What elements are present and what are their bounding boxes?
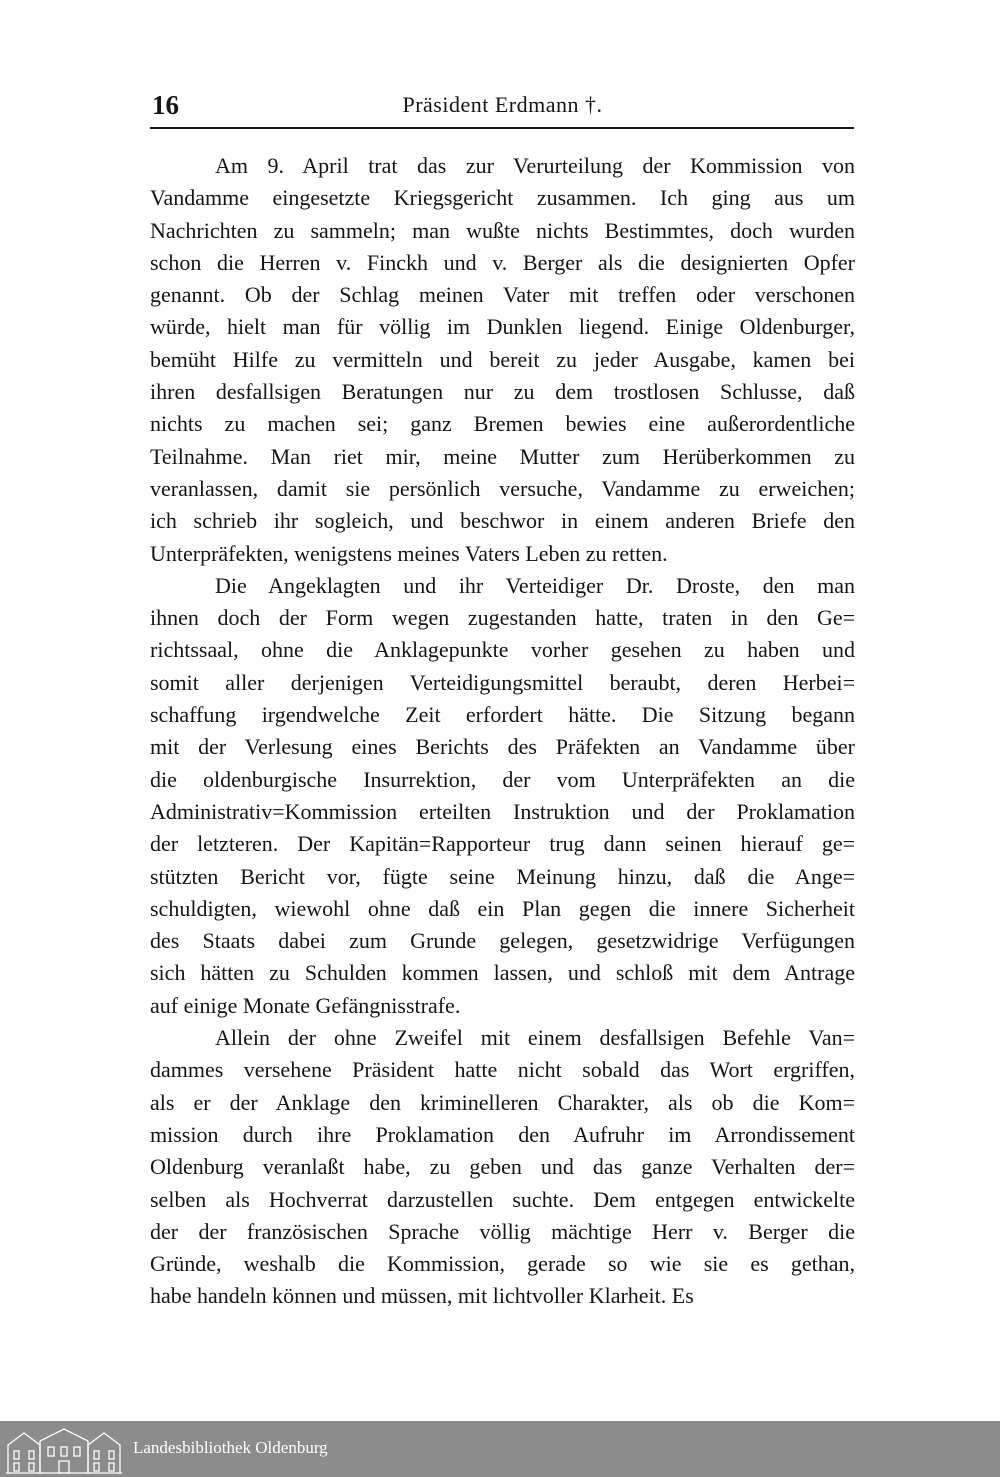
text-line: auf einige Monate Gefängnisstrafe.	[150, 992, 461, 1018]
text-line: richtssaal, ohne die Anklagepunkte vorher gesehen zu haben und	[150, 637, 855, 663]
text-line: Oldenburg veranlaßt habe, zu geben und das ganze Verhalten der=	[150, 1154, 855, 1180]
text-line: Vandamme eingesetzte Kriegsgericht zusammen. Ich ging aus um	[150, 185, 855, 211]
library-building-icon	[4, 1425, 124, 1475]
text-line: selben als Hochverrat darzustellen suchte. Dem entgegen entwickelte	[150, 1186, 855, 1212]
text-line: genannt. Ob der Schlag meinen Vater mit treffen oder verschonen	[150, 282, 855, 308]
text-line: als er der Anklage den kriminelleren Charakter, als ob die Kom=	[150, 1089, 855, 1115]
text-line: mission durch ihre Proklamation den Aufruhr im Arrondissement	[150, 1121, 855, 1147]
text-line: schaffung irgendwelche Zeit erfordert hätte. Die Sitzung begann	[150, 702, 855, 728]
text-line: schon die Herren v. Finckh und v. Berger als die designierten Opfer	[150, 249, 855, 275]
text-line: die oldenburgische Insurrektion, der vom Unterpräfekten an die	[150, 766, 855, 792]
text-line: nichts zu machen sei; ganz Bremen bewies eine außerordentliche	[150, 411, 855, 437]
text-line: Teilnahme. Man riet mir, meine Mutter zum Herüberkommen zu	[150, 443, 855, 469]
text-line: sich hätten zu Schulden kommen lassen, und schloß mit dem Antrage	[150, 960, 855, 986]
text-line: Am 9. April trat das zur Verurteilung der Kommission von	[215, 153, 855, 178]
header-rule	[150, 127, 854, 129]
text-line: ihren desfallsigen Beratungen nur zu dem trostlosen Schlusse, daß	[150, 379, 855, 405]
text-line: der der französischen Sprache völlig mächtige Herr v. Berger die	[150, 1218, 855, 1244]
body-text	[150, 150, 855, 1313]
text-line: dammes versehene Präsident hatte nicht sobald das Wort ergriffen,	[150, 1057, 855, 1083]
footer-bar	[0, 1421, 1000, 1477]
text-line: Die Angeklagten und ihr Verteidiger Dr. Droste, den man	[215, 572, 855, 598]
text-line: der letzteren. Der Kapitän=Rapporteur trug dann seinen hierauf ge=	[150, 831, 855, 857]
library-name: Landesbibliothek Oldenburg	[133, 1438, 328, 1457]
text-line: mit der Verlesung eines Berichts des Präfekten an Vandamme über	[150, 734, 855, 760]
page-header	[150, 88, 855, 128]
paragraph	[150, 570, 855, 1022]
paragraph	[150, 1022, 855, 1313]
text-line: Nachrichten zu sammeln; man wußte nichts Bestimmtes, doch wurden	[150, 217, 855, 243]
paragraph	[150, 150, 855, 570]
text-line: würde, hielt man für völlig im Dunklen liegend. Einige Oldenburger,	[150, 314, 855, 340]
text-line: ihnen doch der Form wegen zugestanden hatte, traten in den Ge=	[150, 605, 855, 631]
text-line: ich schrieb ihr sogleich, und beschwor in einem anderen Briefe den	[150, 508, 855, 534]
running-head: Präsident Erdmann †.	[402, 92, 603, 117]
text-line: Administrativ=Kommission erteilten Instruktion und der Proklamation	[150, 798, 855, 824]
text-line: bemüht Hilfe zu vermitteln und bereit zu jeder Ausgabe, kamen bei	[150, 346, 855, 372]
text-line: des Staats dabei zum Grunde gelegen, gesetzwidrige Verfügungen	[150, 928, 855, 954]
text-line: schuldigten, wiewohl ohne daß ein Plan gegen die innere Sicherheit	[150, 895, 855, 921]
text-line: somit aller derjenigen Verteidigungsmittel beraubt, deren Herbei=	[150, 669, 855, 695]
text-line: veranlassen, damit sie persönlich versuche, Vandamme zu erweichen;	[150, 475, 855, 501]
text-line: Allein der ohne Zweifel mit einem desfallsigen Befehle Van=	[215, 1025, 855, 1051]
page-number: 16	[152, 90, 179, 120]
text-line: Gründe, weshalb die Kommission, gerade so wie sie es gethan,	[150, 1251, 855, 1277]
text-line: stützten Bericht vor, fügte seine Meinung hinzu, daß die Ange=	[150, 863, 855, 889]
text-line: habe handeln können und müssen, mit lichtvoller Klarheit. Es	[150, 1283, 694, 1309]
text-line: Unterpräfekten, wenigstens meines Vaters Leben zu retten.	[150, 540, 668, 566]
